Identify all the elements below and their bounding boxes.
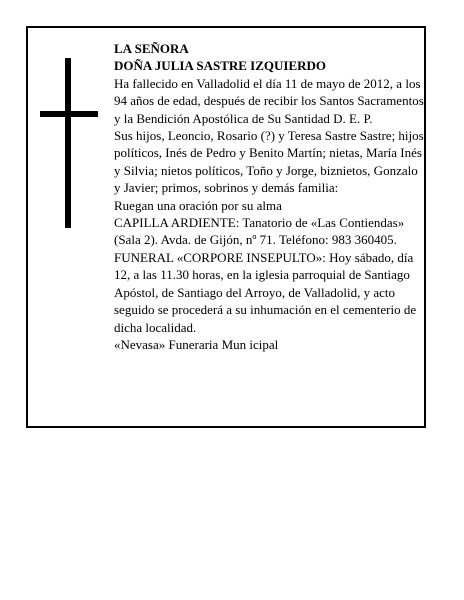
cross-vertical-bar xyxy=(65,58,71,228)
family-list: Sus hijos, Leoncio, Rosario (?) y Teresa Sastre Sastre; hijos políticos, Inés de Pedro y Benito Martín; nietas, María Inés y Silvia; nietos políticos, Toño y Jorge, biznietos, Gonzalo y Javier; primos, sobrinos y demás familia: xyxy=(114,128,424,196)
cross-icon xyxy=(40,58,98,228)
funeral-details: FUNERAL «CORPORE INSEPULTO»: Hoy sábado, día 12, a las 11.30 horas, en la iglesia parroquial de Santiago Apóstol, de Santiago del Arroyo, de Valladolid, y acto seguido se procederá a su inhumación en el cementerio de dicha localidad. xyxy=(114,249,417,335)
deceased-name: DOÑA JULIA SASTRE IZQUIERDO xyxy=(114,58,327,74)
obituary-notice xyxy=(26,26,426,428)
death-announcement: Ha fallecido en Valladolid el día 11 de mayo de 2012, a los 94 años de edad, después de recibir los Santos Sacramentos y la Bendición Apostólica de Su Santidad D. E. P. xyxy=(114,75,424,126)
cross-horizontal-bar xyxy=(40,111,98,117)
funeral-home: «Nevasa» Funeraria Mun icipal xyxy=(114,336,279,352)
prayer-request: Ruegan una oración por su alma xyxy=(114,197,282,213)
notice-text xyxy=(114,40,424,353)
notice-title-line-1: LA SEÑORA xyxy=(114,41,189,56)
chapel-details: CAPILLA ARDIENTE: Tanatorio de «Las Contiendas» (Sala 2). Avda. de Gijón, nº 71. Teléfono: 983 360405. xyxy=(114,215,405,248)
